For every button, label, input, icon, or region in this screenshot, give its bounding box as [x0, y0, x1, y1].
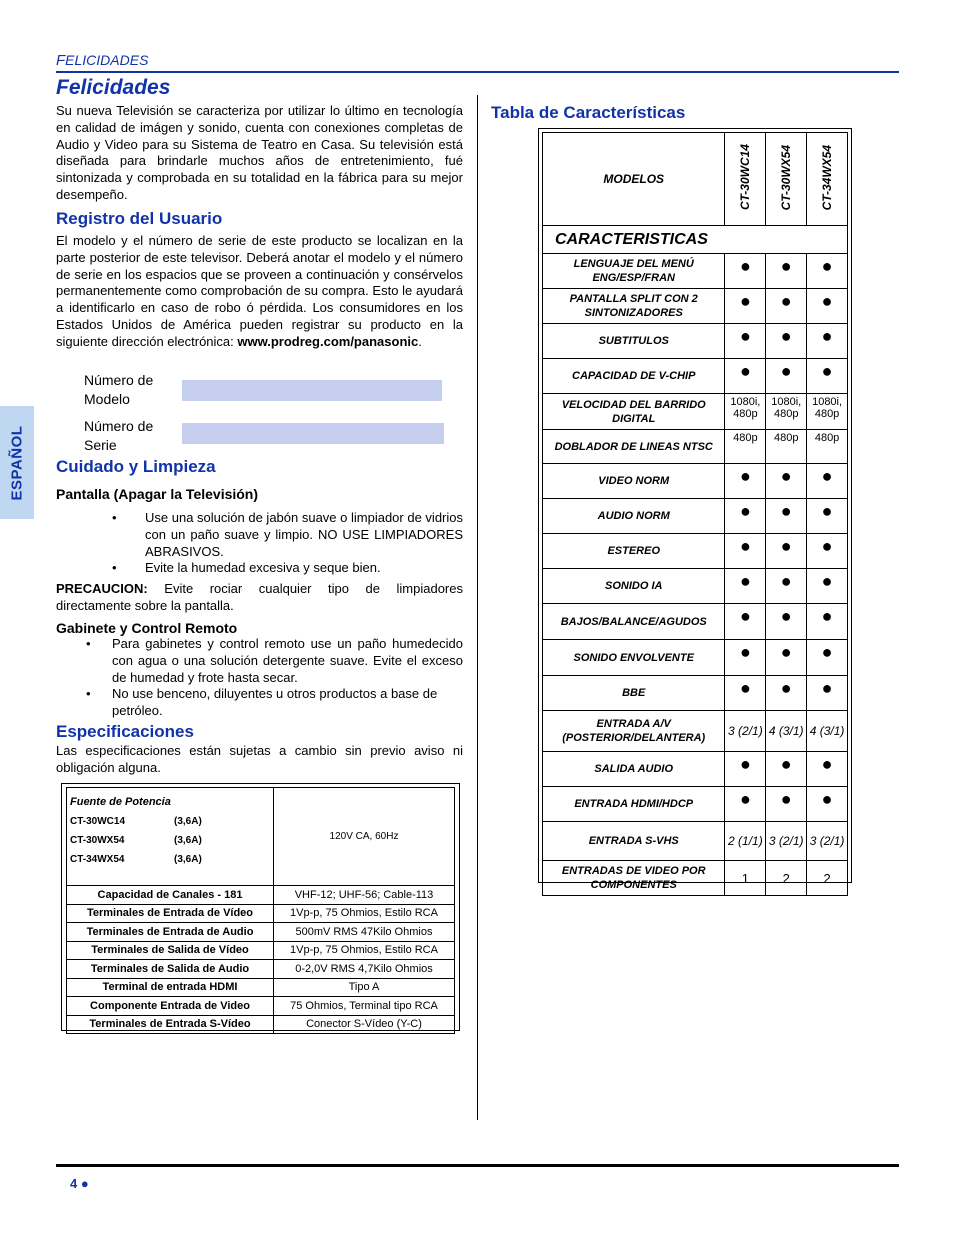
table-row: Capacidad de Canales - 181 VHF-12; UHF-56; Cable-113 [67, 886, 455, 905]
modelos-label: MODELOS [543, 133, 725, 226]
feature-bullet: ● [725, 289, 766, 324]
feature-label: BBE [543, 676, 725, 711]
feature-row [543, 752, 848, 787]
feature-bullet: ● [807, 534, 848, 569]
feature-label: CAPACIDAD DE V-CHIP [543, 359, 725, 394]
feature-bullet: ● [725, 254, 766, 289]
feature-row [543, 822, 848, 861]
feature-bullet: ● [807, 289, 848, 324]
feature-label: VIDEO NORM [543, 464, 725, 499]
feature-bullet: ● [766, 640, 807, 676]
bottom-rule [56, 1164, 899, 1167]
feature-row [543, 787, 848, 822]
feature-label: ENTRADA HDMI/HDCP [543, 787, 725, 822]
feature-value: 3 (2/1) [725, 711, 766, 752]
feature-bullet: ● [725, 752, 766, 787]
list-item: • Use una solución de jabón suave o limpiador de vidrios con un paño suave y limpio. NO USE LIMPIADORES ABRASIVOS. [112, 510, 463, 559]
list-item: • Para gabinetes y control remoto use un paño humedecido con agua o una solución detergente suave. Evite el exceso de humedad y frote hasta secar. [86, 636, 463, 685]
feature-bullet: ● [725, 464, 766, 499]
feature-row [543, 324, 848, 359]
language-side-tab: ESPAÑOL [0, 406, 34, 519]
feature-bullet: ● [807, 752, 848, 787]
feature-bullet: ● [766, 569, 807, 604]
feature-value: 3 (2/1) [807, 822, 848, 861]
tabla-heading: Tabla de Características [491, 103, 686, 122]
list-item: • No use benceno, diluyentes u otros productos a base de petróleo. [86, 686, 438, 719]
feature-row [543, 534, 848, 569]
page-title: Felicidades [56, 76, 171, 99]
feature-bullet: ● [725, 534, 766, 569]
feature-value: 2 (1/1) [725, 822, 766, 861]
feature-bullet: ● [766, 289, 807, 324]
feature-value: 3 (2/1) [766, 822, 807, 861]
model-column-header: CT-34WX54 [807, 133, 848, 226]
feature-value: 2 [766, 861, 807, 896]
spec-table [66, 787, 455, 1034]
feature-label: SALIDA AUDIO [543, 752, 725, 787]
feature-row [543, 289, 848, 324]
feature-row [543, 569, 848, 604]
power-model-row: CT-30WX54 (3,6A) [70, 835, 202, 846]
feature-value: 1080i, 480p [807, 394, 848, 430]
power-value: 120V CA, 60Hz [274, 788, 455, 886]
feature-label: SONIDO ENVOLVENTE [543, 640, 725, 676]
feature-value: 480p [725, 430, 766, 464]
feature-label: DOBLADOR DE LINEAS NTSC [543, 430, 725, 464]
feature-value: 1080i, 480p [725, 394, 766, 430]
pantalla-bullet-list [56, 510, 463, 577]
table-row: Terminales de Entrada de Audio 500mV RMS 47Kilo Ohmios [67, 923, 455, 942]
gabinete-bullet-list [56, 636, 463, 720]
feature-bullet: ● [766, 676, 807, 711]
pantalla-heading: Pantalla (Apagar la Televisión) [56, 486, 259, 502]
feature-bullet: ● [725, 640, 766, 676]
registration-url: www.prodreg.com/panasonic [237, 333, 419, 349]
feature-bullet: ● [807, 324, 848, 359]
list-item: • Evite la humedad excesiva y seque bien. [112, 560, 381, 576]
feature-row [543, 499, 848, 534]
feature-bullet: ● [807, 359, 848, 394]
serial-number-label: Número de Serie [84, 418, 154, 453]
feature-bullet: ● [807, 640, 848, 676]
feature-bullet: ● [807, 604, 848, 640]
feature-label: BAJOS/BALANCE/AGUDOS [543, 604, 725, 640]
feature-label: ESTEREO [543, 534, 725, 569]
feature-row [543, 254, 848, 289]
feature-bullet: ● [807, 254, 848, 289]
feature-row [543, 464, 848, 499]
table-row: Terminal de entrada HDMI Tipo A [67, 978, 455, 997]
cuidado-heading: Cuidado y Limpieza [56, 457, 216, 476]
feature-row [543, 359, 848, 394]
feature-bullet: ● [725, 569, 766, 604]
model-column-header: CT-30WC14 [725, 133, 766, 226]
column-divider [477, 95, 478, 1120]
feature-row [543, 604, 848, 640]
table-row [67, 788, 455, 886]
power-source-cell: Fuente de Potencia CT-30WC14 (3,6A) CT-30WX54 (3,6A) CT-34WX54 (3,6A) [67, 788, 274, 886]
feature-row [543, 711, 848, 752]
especificaciones-heading: Especificaciones [56, 722, 194, 741]
feature-bullet: ● [725, 324, 766, 359]
feature-bullet: ● [725, 499, 766, 534]
feature-label: SUBTITULOS [543, 324, 725, 359]
feature-bullet: ● [725, 676, 766, 711]
feature-bullet: ● [766, 324, 807, 359]
especificaciones-paragraph: Las especificaciones están sujetas a cambio sin previo aviso ni obligación alguna. [56, 743, 463, 775]
feature-value: 480p [807, 430, 848, 464]
feature-bullet: ● [725, 604, 766, 640]
page-number: 4 ● [70, 1176, 89, 1191]
feature-bullet: ● [766, 499, 807, 534]
feature-value: 1 [725, 861, 766, 896]
feature-bullet: ● [766, 254, 807, 289]
feature-label: PANTALLA SPLIT CON 2 SINTONIZADORES [543, 289, 725, 324]
model-number-field[interactable] [182, 380, 442, 401]
feature-value: 4 (3/1) [807, 711, 848, 752]
feature-row [543, 640, 848, 676]
table-row: Terminales de Entrada de Vídeo 1Vp-p, 75 Ohmios, Estilo RCA [67, 904, 455, 923]
feature-bullet: ● [766, 787, 807, 822]
feature-label: ENTRADA S-VHS [543, 822, 725, 861]
feature-bullet: ● [766, 604, 807, 640]
feature-bullet: ● [807, 569, 848, 604]
power-model-row: CT-34WX54 (3,6A) [70, 854, 202, 865]
feature-label: LENGUAJE DEL MENÚ ENG/ESP/FRAN [543, 254, 725, 289]
feature-row [543, 430, 848, 464]
model-column-header: CT-30WX54 [766, 133, 807, 226]
features-table [542, 132, 848, 896]
registro-paragraph: El modelo y el número de serie de este producto se localizan en la parte posterior de este televisor. Deberá anotar el modelo y el número de serie en los espacios que se proveen a continuación y consérvelos permanentemente como comprobación de su compra. Esto le ayudará a identificarlo en caso de robo ó pérdida. Los consumidores en los Estados Unidos de América pueden registrar su producto en la siguiente dirección electrónica: www.prodreg.com/panasonic. [56, 233, 463, 349]
feature-bullet: ● [807, 676, 848, 711]
feature-bullet: ● [807, 464, 848, 499]
feature-value: 2 [807, 861, 848, 896]
serial-number-field[interactable] [182, 423, 444, 444]
gabinete-heading: Gabinete y Control Remoto [56, 620, 238, 636]
feature-bullet: ● [766, 464, 807, 499]
registro-heading: Registro del Usuario [56, 209, 223, 228]
feature-value: 1080i, 480p [766, 394, 807, 430]
feature-bullet: ● [807, 787, 848, 822]
table-header-row [543, 133, 848, 226]
power-model-row: CT-30WC14 (3,6A) [70, 816, 202, 827]
feature-bullet: ● [725, 787, 766, 822]
feature-label: AUDIO NORM [543, 499, 725, 534]
model-number-label: Número de Modelo [84, 372, 154, 407]
table-row: Terminales de Entrada S-Vídeo Conector S-Vídeo (Y-C) [67, 1015, 455, 1034]
feature-bullet: ● [766, 359, 807, 394]
caracteristicas-row [543, 226, 848, 254]
feature-label: ENTRADA A/V (POSTERIOR/DELANTERA) [543, 711, 725, 752]
feature-bullet: ● [766, 534, 807, 569]
feature-row [543, 861, 848, 896]
table-row: Terminales de Salida de Vídeo 1Vp-p, 75 Ohmios, Estilo RCA [67, 941, 455, 960]
precaucion-paragraph: PRECAUCION: Evite rociar cualquier tipo de limpiadores directamente sobre la pantalla. [56, 581, 463, 613]
feature-label: ENTRADAS DE VIDEO POR COMPONENTES [543, 861, 725, 896]
feature-bullet: ● [766, 752, 807, 787]
caracteristicas-label: CARACTERISTICAS [543, 226, 848, 254]
feature-bullet: ● [725, 359, 766, 394]
top-rule [56, 71, 899, 73]
feature-value: 4 (3/1) [766, 711, 807, 752]
feature-value: 480p [766, 430, 807, 464]
table-row: Terminales de Salida de Audio 0-2,0V RMS 4,7Kilo Ohmios [67, 960, 455, 979]
feature-row [543, 676, 848, 711]
feature-label: SONIDO IA [543, 569, 725, 604]
feature-label: VELOCIDAD DEL BARRIDO DIGITAL [543, 394, 725, 430]
feature-bullet: ● [807, 499, 848, 534]
table-row: Componente Entrada de Video 75 Ohmios, Terminal tipo RCA [67, 997, 455, 1016]
running-head: FELICIDADES [56, 52, 149, 69]
intro-paragraph: Su nueva Televisión se caracteriza por utilizar lo último en tecnología en calidad de imágen y sonido, cuenta con conexiones completas de Audio y Video para su Sistema de Teatro en Casa. Su televisión está diseñada para brindarle muchos años de entretenimiento, fué sintonizada y comprobada en su totalidad en la fábrica para su mejor desempeño. [56, 103, 463, 202]
feature-row [543, 394, 848, 430]
